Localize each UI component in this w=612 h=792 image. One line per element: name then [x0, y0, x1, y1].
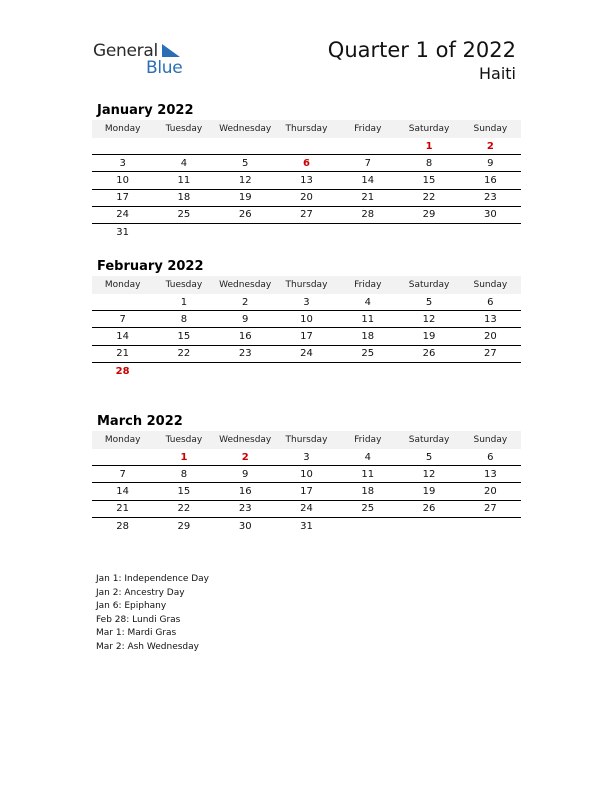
weekday-header-row	[92, 431, 521, 449]
day-cell: 20	[483, 330, 497, 342]
weekday-header: Saturday	[408, 124, 450, 134]
week-row	[92, 155, 521, 172]
day-cell: 11	[361, 313, 375, 325]
day-cell: 16	[238, 330, 252, 342]
weekday-header: Friday	[354, 124, 382, 134]
day-cell: 20	[483, 485, 497, 497]
day-cell: 9	[242, 313, 249, 325]
day-cell: 5	[425, 451, 433, 463]
day-cell: 28	[116, 520, 129, 532]
weekday-header: Friday	[354, 280, 382, 290]
day-cell: 12	[238, 174, 252, 186]
day-cell: 18	[361, 330, 375, 342]
day-cell: 13	[483, 313, 497, 325]
day-cell: 3	[303, 451, 310, 463]
day-cell: 13	[483, 468, 497, 480]
day-cell: 20	[300, 192, 313, 204]
day-cell: 17	[116, 192, 129, 204]
day-cell: 10	[300, 313, 313, 325]
day-cell: 24	[116, 209, 129, 221]
day-cell: 11	[361, 468, 375, 480]
day-cell: 21	[116, 348, 129, 360]
generalblue-logo	[93, 40, 203, 80]
holiday-day-cell: 1	[180, 451, 188, 463]
weekday-header-row	[92, 276, 521, 294]
page-title: Quarter 1 of 2022	[327, 38, 516, 62]
day-cell: 27	[483, 348, 497, 360]
day-cell: 23	[238, 348, 252, 360]
weekday-header: Sunday	[473, 124, 508, 134]
day-cell: 3	[303, 296, 310, 308]
day-cell: 22	[177, 503, 191, 515]
day-cell: 18	[361, 485, 375, 497]
day-cell: 14	[116, 485, 129, 497]
day-cell: 15	[177, 330, 191, 342]
week-row	[92, 518, 521, 535]
day-cell: 12	[422, 313, 436, 325]
day-cell: 26	[422, 503, 436, 515]
day-cell: 26	[238, 209, 252, 221]
day-cell: 30	[483, 209, 497, 221]
holiday-day-cell: 2	[486, 140, 494, 152]
week-row	[92, 138, 521, 155]
day-cell: 14	[116, 330, 129, 342]
day-cell: 10	[300, 468, 313, 480]
day-cell: 25	[361, 348, 375, 360]
day-cell: 31	[300, 520, 313, 532]
weekday-header: Sunday	[473, 280, 508, 290]
holiday-day-cell: 1	[425, 140, 433, 152]
day-cell: 31	[116, 227, 129, 239]
day-cell: 18	[177, 192, 191, 204]
day-cell: 14	[361, 174, 375, 186]
day-cell: 6	[487, 451, 494, 463]
weekday-header: Monday	[104, 124, 141, 134]
holiday-day-cell: 2	[241, 451, 249, 463]
week-row	[92, 483, 521, 500]
month-title: January 2022	[97, 103, 194, 118]
week-row	[92, 466, 521, 483]
day-cell: 16	[238, 485, 252, 497]
day-cell: 15	[177, 485, 191, 497]
weekday-header: Wednesday	[219, 280, 272, 290]
month-title: February 2022	[97, 259, 204, 274]
day-cell: 4	[364, 296, 371, 308]
day-cell: 9	[242, 468, 249, 480]
weekday-header: Thursday	[285, 280, 328, 290]
logo-general-text: General	[93, 41, 158, 61]
holiday-list	[96, 573, 209, 654]
day-cell: 26	[422, 348, 436, 360]
holiday-entry: Mar 1: Mardi Gras	[96, 628, 177, 638]
weekday-header: Sunday	[473, 435, 508, 445]
holiday-day-cell: 28	[115, 365, 130, 377]
day-cell: 5	[425, 296, 433, 308]
day-cell: 28	[361, 209, 375, 221]
day-cell: 21	[116, 503, 129, 515]
weekday-header: Tuesday	[165, 280, 203, 290]
day-cell: 19	[422, 330, 436, 342]
weekday-header: Friday	[354, 435, 382, 445]
day-cell: 8	[425, 157, 433, 169]
day-cell: 17	[300, 330, 313, 342]
day-cell: 30	[238, 520, 252, 532]
country-name: Haiti	[479, 64, 516, 83]
holiday-entry: Mar 2: Ash Wednesday	[96, 641, 199, 652]
weekday-header: Wednesday	[219, 124, 272, 134]
holiday-entry: Jan 2: Ancestry Day	[96, 587, 185, 598]
day-cell: 24	[300, 348, 313, 360]
month-february	[92, 258, 521, 380]
day-cell: 3	[119, 157, 126, 169]
day-cell: 22	[177, 348, 191, 360]
day-cell: 29	[177, 520, 191, 532]
week-row	[92, 346, 521, 363]
week-row	[92, 172, 521, 189]
month-january	[92, 102, 521, 241]
logo-blue-text: Blue	[146, 58, 183, 78]
week-row	[92, 363, 521, 380]
day-cell: 5	[242, 157, 249, 169]
day-cell: 4	[180, 157, 188, 169]
week-row	[92, 501, 521, 518]
day-cell: 9	[487, 157, 494, 169]
week-row	[92, 311, 521, 328]
day-cell: 25	[361, 503, 375, 515]
week-row	[92, 207, 521, 224]
week-row	[92, 224, 521, 241]
holiday-entry: Jan 1: Independence Day	[96, 574, 209, 584]
holiday-day-cell: 6	[303, 157, 310, 169]
day-cell: 23	[238, 503, 252, 515]
day-cell: 22	[422, 192, 436, 204]
day-cell: 25	[177, 209, 191, 221]
weekday-header: Saturday	[408, 280, 450, 290]
weekday-header: Thursday	[285, 124, 328, 134]
month-march	[92, 413, 521, 535]
holiday-entry: Jan 6: Epiphany	[96, 601, 167, 611]
day-cell: 23	[483, 192, 497, 204]
weekday-header-row	[92, 120, 521, 138]
day-cell: 24	[300, 503, 313, 515]
week-row	[92, 449, 521, 466]
week-row	[92, 190, 521, 207]
day-cell: 17	[300, 485, 313, 497]
day-cell: 1	[180, 296, 188, 308]
weekday-header: Tuesday	[165, 435, 203, 445]
month-title: March 2022	[97, 414, 183, 429]
day-cell: 19	[238, 192, 252, 204]
day-cell: 7	[364, 157, 371, 169]
week-row	[92, 294, 521, 311]
day-cell: 6	[487, 296, 494, 308]
weekday-header: Thursday	[285, 435, 328, 445]
day-cell: 13	[300, 174, 313, 186]
week-row	[92, 328, 521, 345]
weekday-header: Wednesday	[219, 435, 272, 445]
weekday-header: Monday	[104, 280, 141, 290]
day-cell: 11	[177, 174, 191, 186]
day-cell: 10	[116, 174, 129, 186]
day-cell: 15	[422, 174, 436, 186]
day-cell: 21	[361, 192, 375, 204]
day-cell: 29	[422, 209, 436, 221]
weekday-header: Saturday	[408, 435, 450, 445]
day-cell: 12	[422, 468, 436, 480]
day-cell: 7	[119, 468, 126, 480]
weekday-header: Tuesday	[165, 124, 203, 134]
holiday-entry: Feb 28: Lundi Gras	[96, 614, 181, 625]
weekday-header: Monday	[104, 435, 141, 445]
day-cell: 7	[119, 313, 126, 325]
day-cell: 8	[180, 468, 188, 480]
day-cell: 2	[242, 296, 249, 308]
day-cell: 4	[364, 451, 371, 463]
day-cell: 16	[483, 174, 497, 186]
day-cell: 19	[422, 485, 436, 497]
day-cell: 27	[483, 503, 497, 515]
day-cell: 27	[300, 209, 313, 221]
day-cell: 8	[180, 313, 188, 325]
